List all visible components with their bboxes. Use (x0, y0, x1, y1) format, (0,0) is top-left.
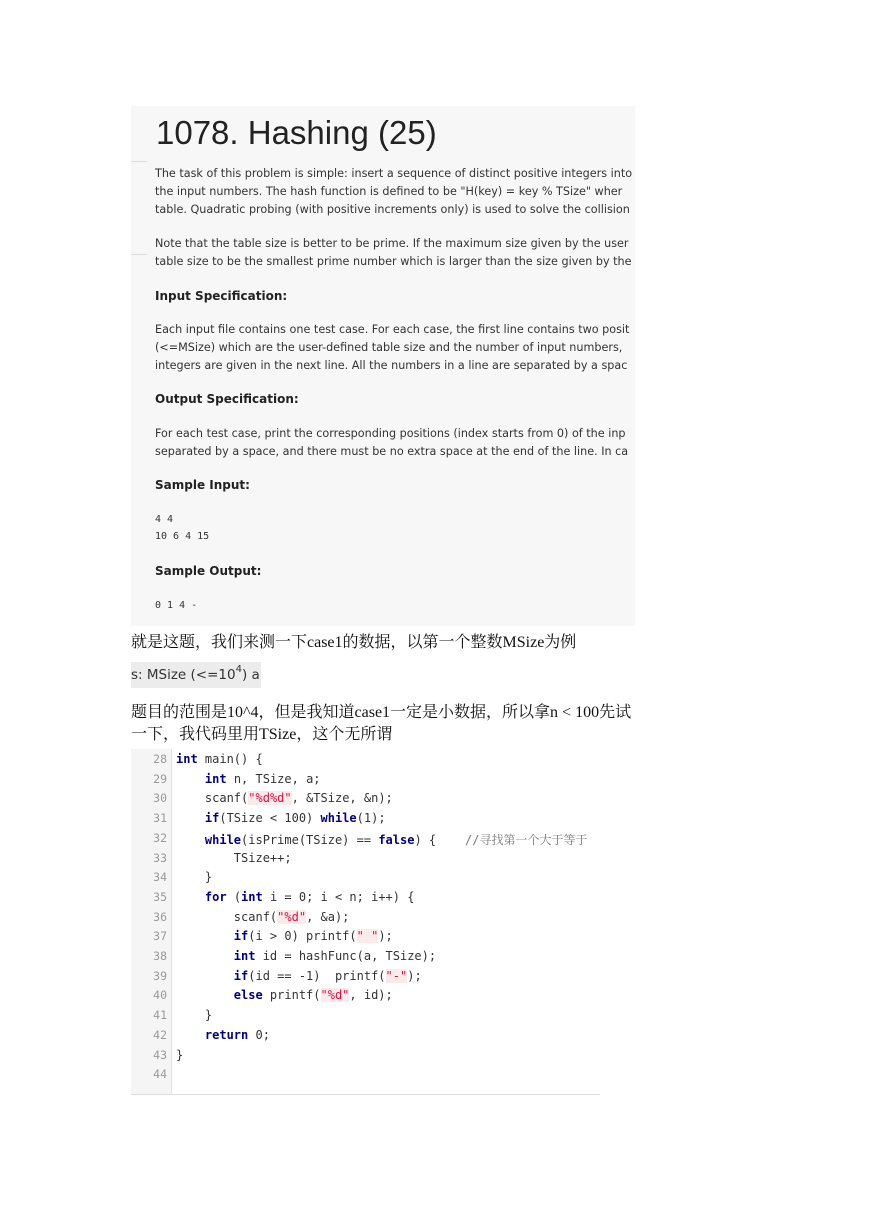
problem-text-line: table size to be the smallest prime number which is larger than the size given by the (155, 255, 632, 268)
code-line: 35 for (int i = 0; i < n; i++) { (131, 890, 600, 910)
problem-text-line: integers are given in the next line. All the numbers in a line are separated by a spac (155, 359, 628, 372)
code-line: 39 if(id == -1) printf("-"); (131, 969, 600, 989)
sample-output: 0 1 4 - (155, 600, 198, 611)
sample-input-heading: Sample Input: (155, 478, 250, 492)
problem-text-line: table. Quadratic probing (with positive increments only) is used to solve the collision (155, 203, 630, 216)
note-range-line2: 一下，我代码里用TSize，这个无所谓 (131, 726, 393, 743)
line-number: 32 (153, 830, 167, 845)
input-spec-heading: Input Specification: (155, 289, 288, 303)
code-line (131, 1067, 600, 1087)
output-spec-heading: Output Specification: (155, 392, 299, 406)
code-line: 34 } (131, 870, 600, 890)
problem-text-line: Note that the table size is better to be prime. If the maximum size given by the user (155, 237, 629, 250)
code-line: 40 else printf("%d", id); (131, 988, 600, 1008)
snippet-suffix: ) a (241, 667, 260, 683)
code-line: 30 scanf("%d%d", &TSize, &n); (131, 791, 600, 811)
divider (131, 161, 147, 162)
code-line: 28 int main() { (131, 752, 600, 772)
code-block (131, 749, 600, 1095)
problem-screenshot (131, 106, 635, 626)
msize-snippet (131, 662, 261, 688)
code-line: 31 if(TSize < 100) while(1); (131, 811, 600, 831)
snippet-exponent: 4 (235, 664, 242, 675)
problem-text-line: Each input file contains one test case. For each case, the first line contains two posit (155, 323, 630, 336)
line-number: 44 (153, 1067, 167, 1082)
line-number: 40 (153, 988, 167, 1003)
code-line: 42 return 0; (131, 1028, 600, 1048)
divider (131, 254, 147, 255)
line-number: 29 (153, 771, 167, 786)
code-line: 33 TSize++; (131, 851, 600, 871)
problem-text-line: The task of this problem is simple: insert a sequence of distinct positive integers into (155, 167, 633, 180)
code-line: 37 if(i > 0) printf(" "); (131, 929, 600, 949)
line-number: 31 (153, 811, 167, 826)
problem-text-line: (<=MSize) which are the user-defined table size and the number of input numbers, (155, 341, 623, 354)
sample-output-heading: Sample Output: (155, 564, 262, 578)
line-number: 42 (153, 1027, 167, 1042)
code-line: 36 scanf("%d", &a); (131, 910, 600, 930)
line-number: 30 (153, 791, 167, 806)
line-number: 28 (153, 752, 167, 766)
line-number: 34 (153, 870, 167, 885)
sample-input-line: 4 4 (155, 514, 174, 525)
code-line: 43 } (131, 1048, 600, 1068)
code-line: 41 } (131, 1008, 600, 1028)
line-number: 33 (153, 850, 167, 865)
line-number: 36 (153, 909, 167, 924)
note-intro: 就是这题，我们来测一下case1的数据，以第一个整数MSize为例 (131, 634, 577, 651)
snippet-prefix: s: MSize (<=10 (131, 667, 236, 683)
sample-input-line: 10 6 4 15 (155, 531, 210, 542)
code-line: 38 int id = hashFunc(a, TSize); (131, 949, 600, 969)
code-line: 29 int n, TSize, a; (131, 772, 600, 792)
line-number: 43 (153, 1047, 167, 1062)
problem-title: 1078. Hashing (25) (156, 114, 437, 151)
code-line: 32 while(isPrime(TSize) == false) { //寻找第一个大于等于 (131, 831, 600, 851)
problem-text-line: separated by a space, and there must be no extra space at the end of the line. In ca (155, 445, 629, 458)
line-number: 35 (153, 889, 167, 904)
problem-text-line: For each test case, print the corresponding positions (index starts from 0) of the inp (155, 427, 626, 440)
line-number: 38 (153, 949, 167, 963)
line-number: 37 (153, 929, 167, 944)
note-range-line1: 题目的范围是10^4，但是我知道case1一定是小数据，所以拿n < 100先试 (131, 704, 632, 721)
problem-text-line: the input numbers. The hash function is defined to be "H(key) = key % TSize" wher (155, 185, 623, 198)
line-number: 39 (153, 968, 167, 983)
line-number: 41 (153, 1008, 167, 1023)
